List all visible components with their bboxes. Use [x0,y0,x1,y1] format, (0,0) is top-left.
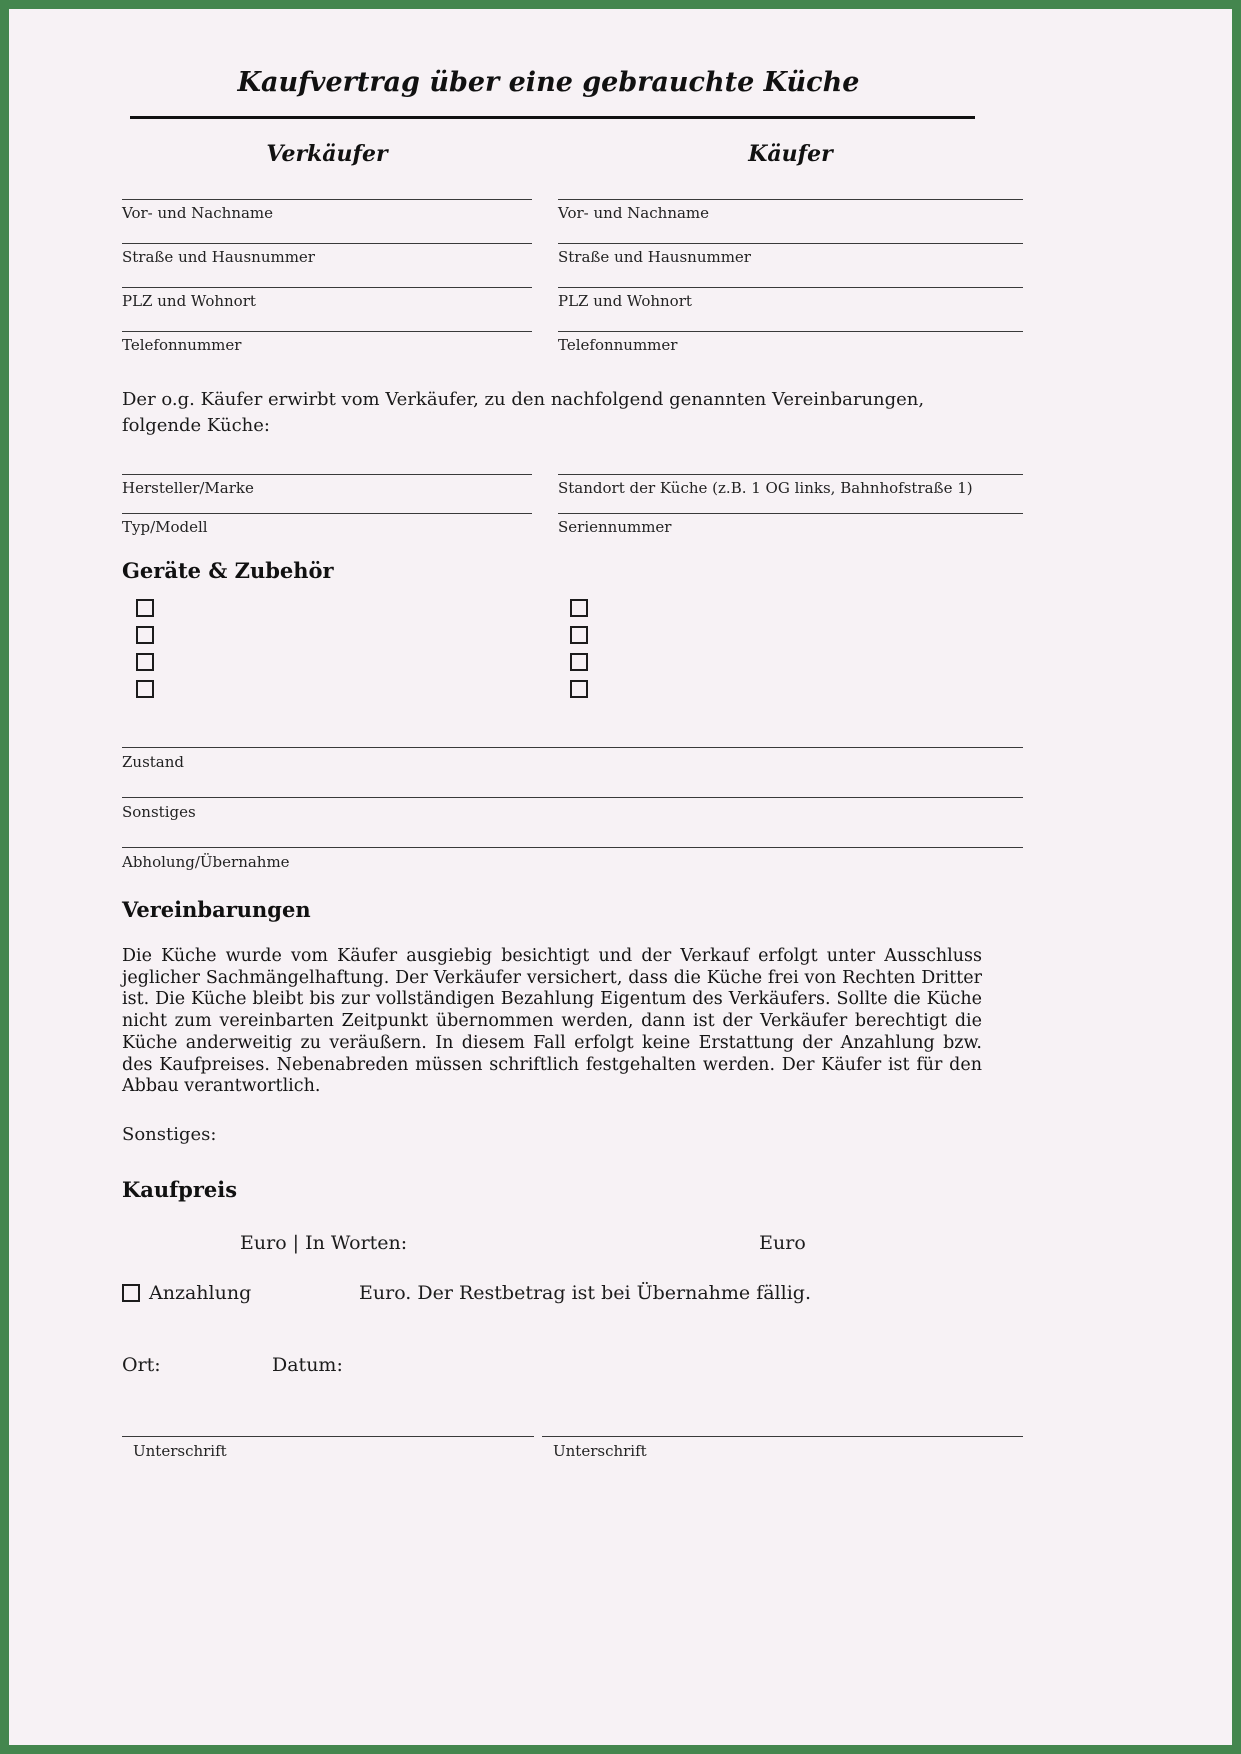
location-label: Standort der Küche (z.B. 1 OG links, Bahnhofstraße 1) [558,479,973,498]
model-label: Typ/Modell [122,518,208,537]
date-label: Datum: [272,1353,343,1376]
page-title: Kaufvertrag über eine gebrauchte Küche [237,67,860,98]
misc-field[interactable] [122,797,1023,821]
buyer-street-label: Straße und Hausnummer [558,248,751,266]
party-headings-row [122,141,1023,167]
seller-street-label: Straße und Hausnummer [122,248,315,266]
agreements-sonstiges-label: Sonstiges: [122,1123,217,1145]
place-label: Ort: [122,1353,161,1376]
buyer-name-field[interactable] [558,199,1023,222]
equipment-heading: Geräte & Zubehör [122,558,334,584]
intro-paragraph: Der o.g. Käufer erwirbt vom Verkäufer, zu den nachfolgend genannten Vereinbarungen, folgende Küche: [122,389,925,436]
buyer-phone-label: Telefonnummer [558,336,678,354]
place-date-row [122,1354,1023,1376]
seller-phone-label: Telefonnummer [122,336,242,354]
deposit-row [122,1282,1023,1304]
equipment-checkbox-1[interactable] [136,599,154,617]
pickup-field[interactable] [122,847,1023,871]
condition-label: Zustand [122,753,185,772]
buyer-name-label: Vor- und Nachname [558,204,710,222]
equipment-checkbox-6[interactable] [570,626,588,644]
buyer-city-field[interactable] [558,287,1023,310]
manufacturer-field[interactable] [122,474,532,497]
seller-name-field[interactable] [122,199,532,222]
seller-street-field[interactable] [122,243,532,266]
buyer-signature-label: Unterschrift [553,1441,647,1460]
euro-label: Euro [759,1231,806,1254]
kitchen-fields [122,474,1023,552]
deposit-text: Euro. Der Restbetrag ist bei Übernahme fällig. [359,1281,811,1304]
title-divider [130,116,975,119]
price-heading: Kaufpreis [122,1176,238,1202]
buyer-signature-field[interactable] [542,1436,1023,1460]
seller-city-field[interactable] [122,287,532,310]
manufacturer-label: Hersteller/Marke [122,479,254,498]
buyer-city-label: PLZ und Wohnort [558,292,692,310]
condition-field[interactable] [122,747,1023,771]
seller-phone-field[interactable] [122,331,532,354]
deposit-checkbox[interactable] [122,1284,140,1302]
euro-in-words-label: Euro | In Worten: [240,1231,408,1254]
equipment-checkbox-8[interactable] [570,680,588,698]
equipment-checkbox-2[interactable] [136,626,154,644]
deposit-label: Anzahlung [149,1281,252,1304]
equipment-checkboxes [122,599,1023,707]
equipment-checkbox-3[interactable] [136,653,154,671]
seller-fields-column [122,199,532,375]
price-euro-row [122,1232,1023,1254]
equipment-checkbox-4[interactable] [136,680,154,698]
buyer-fields-column [558,199,1023,375]
serial-number-label: Seriennummer [558,518,672,537]
buyer-phone-field[interactable] [558,331,1023,354]
seller-signature-field[interactable] [122,1436,534,1460]
party-fields [122,199,1023,375]
serial-number-field[interactable] [558,513,1023,536]
location-field[interactable] [558,474,1023,497]
equipment-checkboxes-right [558,599,1023,707]
seller-city-label: PLZ und Wohnort [122,292,256,310]
signature-row [122,1436,1023,1460]
agreements-heading: Vereinbarungen [122,897,311,923]
pickup-label: Abholung/Übernahme [122,853,290,872]
document-header [122,9,975,119]
seller-heading: Verkäufer [266,141,388,167]
kitchen-fields-right [558,474,1023,552]
equipment-checkbox-5[interactable] [570,599,588,617]
agreements-body: Die Küche wurde vom Käufer ausgiebig besichtigt und der Verkauf erfolgt unter Ausschluss jeglicher Sachmängelhaftung. Der Verkäufer versichert, dass die Küche frei von Rechten Dritter ist. Die Küche bleibt bis zur vollständigen Bezahlung Eigentum des Verkäufers. Sollte die Küche nicht zum vereinbarten Zeitpunkt übernommen werden, dann ist der Verkäufer berechtigt die Küche anderweitig zu veräußern. In diesem Fall erfolgt keine Erstattung der Anzahlung bzw. des Kaufpreises. Nebenabreden müssen schriftlich festgehalten werden. Der Käufer ist für den Abbau verantwortlich. [122,946,982,1097]
seller-name-label: Vor- und Nachname [122,204,274,222]
kitchen-fields-left [122,474,532,552]
model-field[interactable] [122,513,532,536]
detail-fields [122,747,1023,871]
misc-label: Sonstiges [122,803,196,822]
seller-signature-label: Unterschrift [133,1441,227,1460]
buyer-heading: Käufer [748,141,833,167]
equipment-checkbox-7[interactable] [570,653,588,671]
buyer-street-field[interactable] [558,243,1023,266]
equipment-checkboxes-left [122,599,558,707]
